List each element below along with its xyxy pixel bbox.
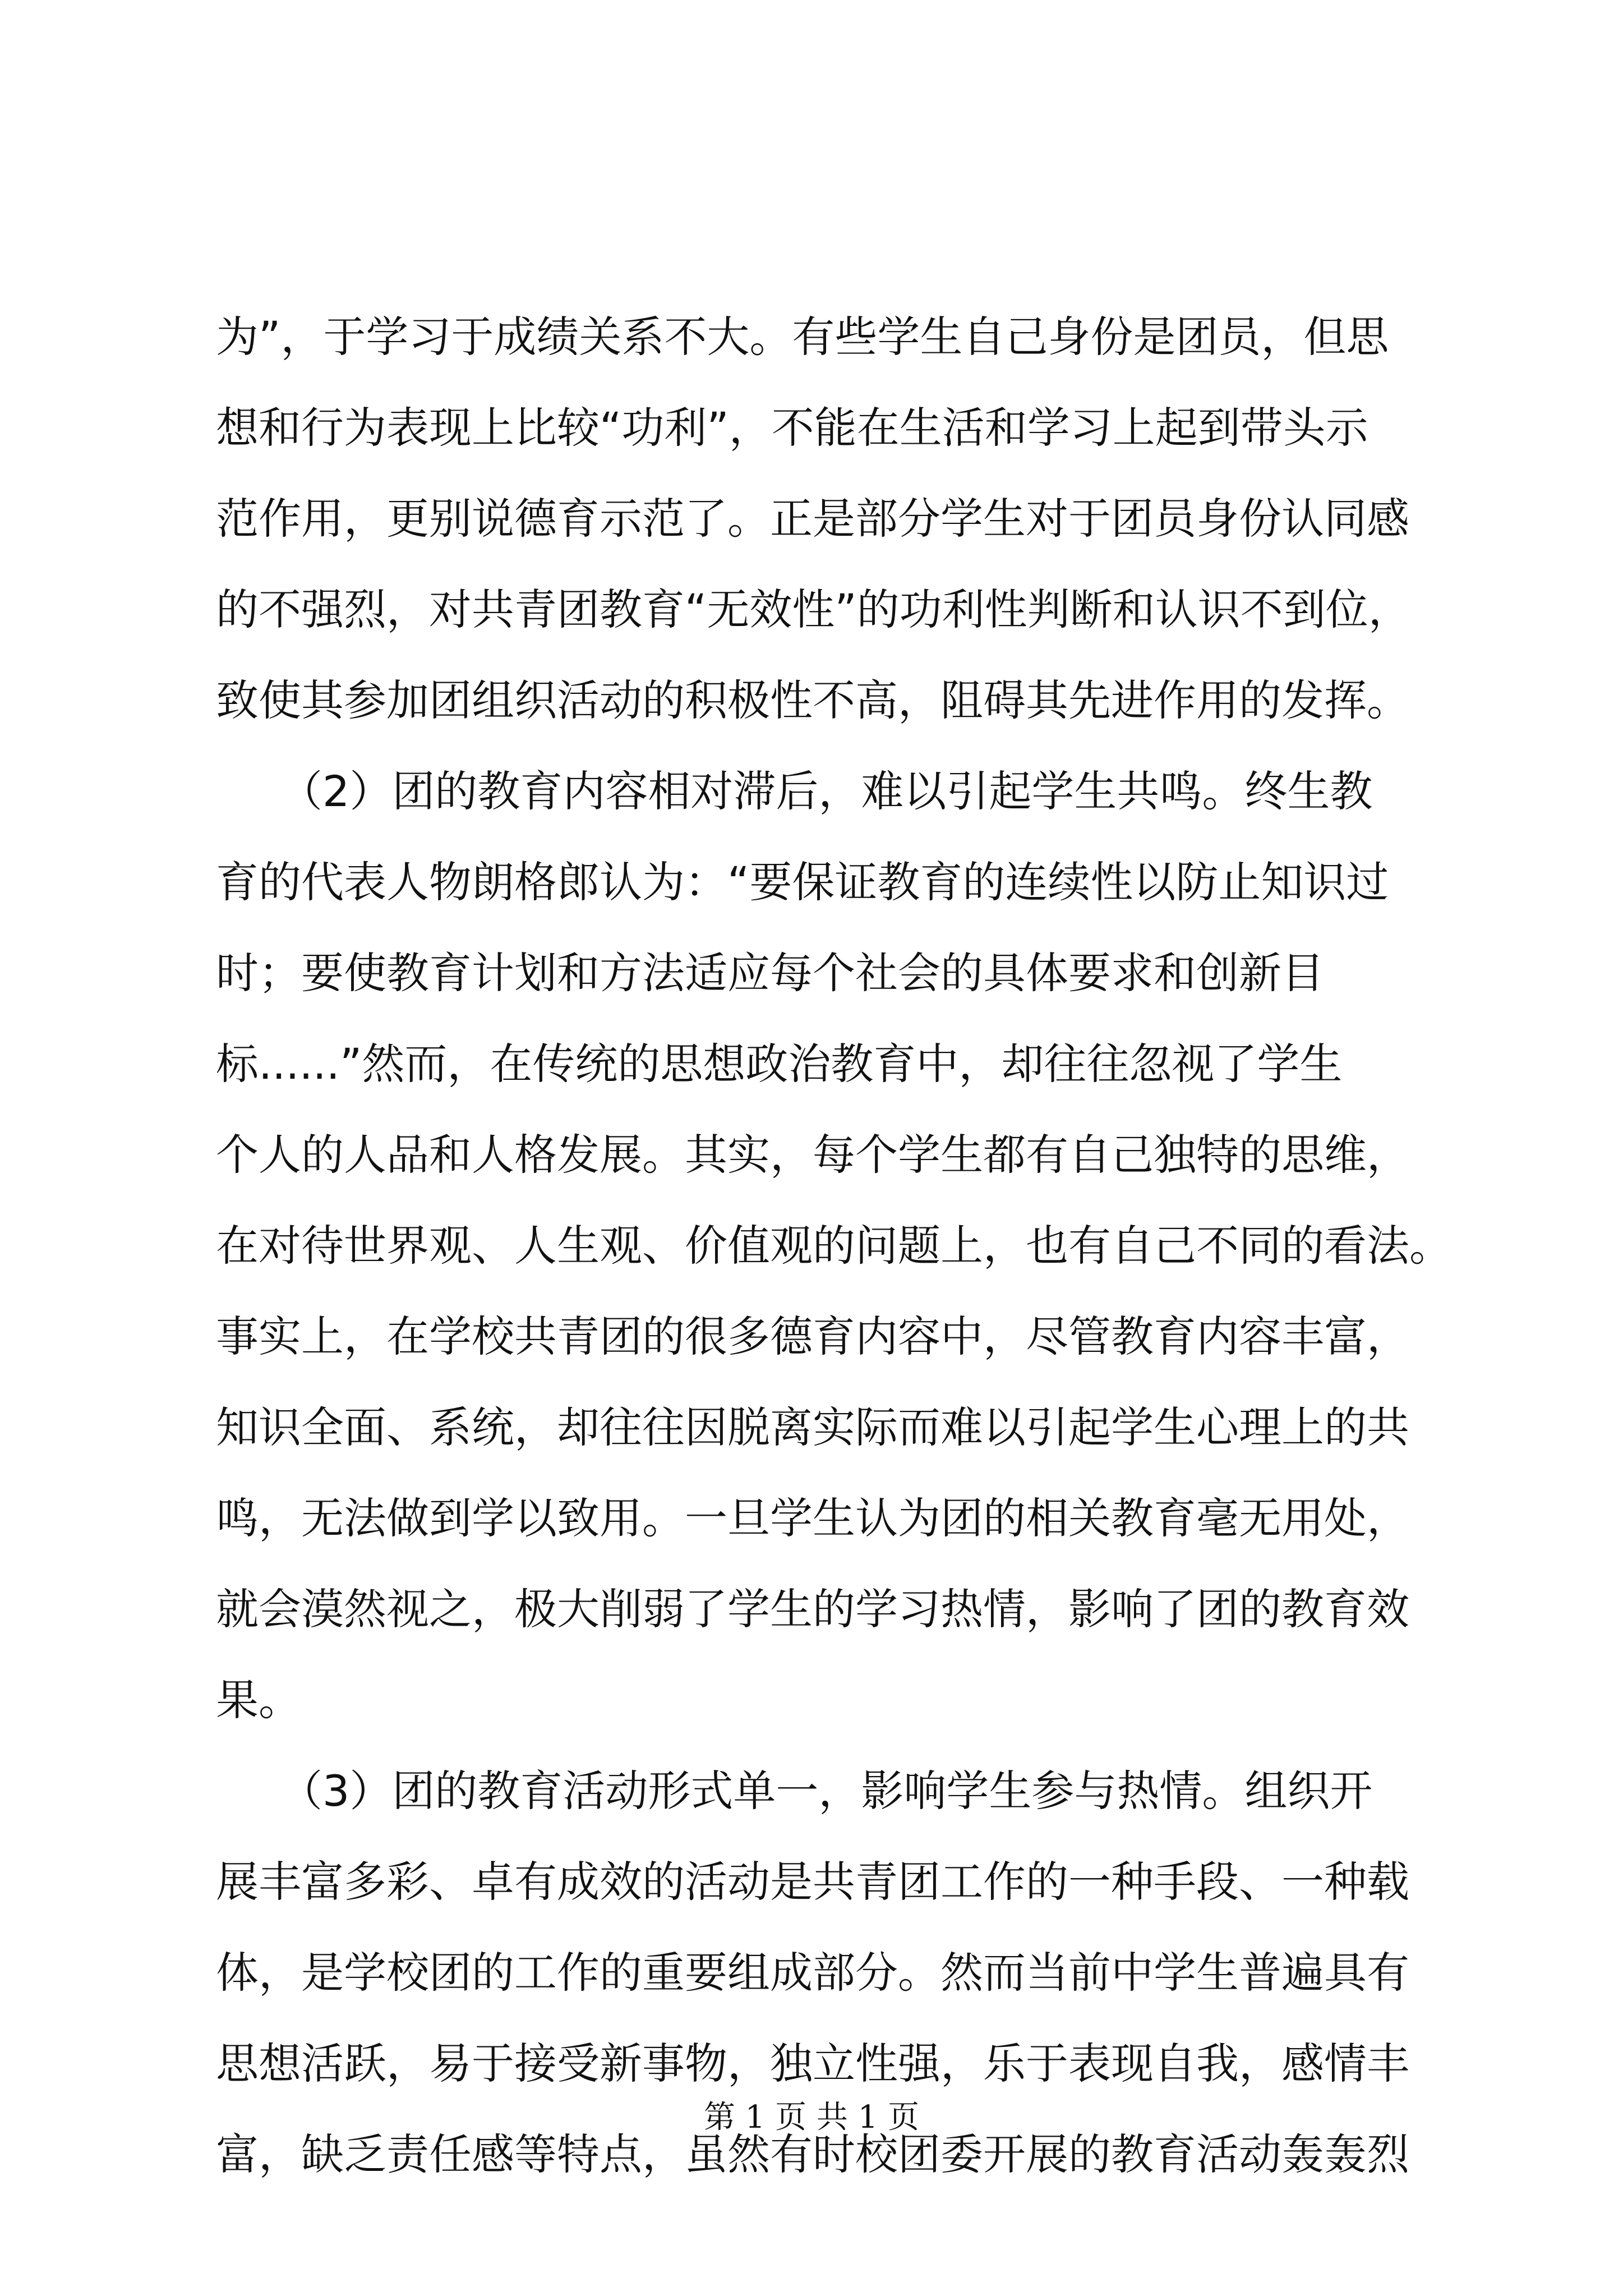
- text-line: 为”，于学习于成绩关系不大。有些学生自己身份是团员，但思: [216, 312, 1389, 362]
- text-line: 在对待世界观、人生观、价值观的问题上，也有自己不同的看法。: [216, 1221, 1452, 1271]
- text-line: 育的代表人物朗格郎认为：“要保证教育的连续性以防止知识过: [216, 857, 1389, 907]
- text-line: 体，是学校团的工作的重要组成部分。然而当前中学生普遍具有: [216, 1948, 1409, 1998]
- text-line: 标......”然而，在传统的思想政治教育中，却往往忽视了学生: [216, 1039, 1343, 1089]
- text-line: （3）团的教育活动形式单一，影响学生参与热情。组织开: [216, 1766, 1373, 1816]
- text-line: 就会漠然视之，极大削弱了学生的学习热情，影响了团的教育效: [216, 1584, 1409, 1634]
- text-line: 想和行为表现上比较“功利”，不能在生活和学习上起到带头示: [216, 403, 1368, 453]
- text-line: 事实上，在学校共青团的很多德育内容中，尽管教育内容丰富，: [216, 1312, 1409, 1361]
- text-line: 致使其参加团组织活动的积极性不高，阻碍其先进作用的发挥。: [216, 675, 1409, 725]
- page-number-footer: 第 1 页 共 1 页: [703, 2099, 920, 2136]
- text-line: （2）团的教育内容相对滞后，难以引起学生共鸣。终生教: [216, 766, 1373, 816]
- body-text: [216, 292, 1452, 2200]
- text-line: 富，缺乏责任感等特点，虽然有时校团委开展的教育活动轰轰烈: [216, 2129, 1409, 2179]
- text-line: 思想活跃，易于接受新事物，独立性强，乐于表现自我，感情丰: [216, 2039, 1409, 2088]
- text-line: 的不强烈，对共青团教育“无效性”的功利性判断和认识不到位，: [216, 585, 1411, 634]
- text-line: 鸣，无法做到学以致用。一旦学生认为团的相关教育毫无用处，: [216, 1493, 1409, 1543]
- text-line: 个人的人品和人格发展。其实，每个学生都有自己独特的思维，: [216, 1130, 1409, 1180]
- text-line: 范作用，更别说德育示范了。正是部分学生对于团员身份认同感: [216, 494, 1409, 544]
- text-line: 果。: [216, 1675, 301, 1725]
- text-line: 展丰富多彩、卓有成效的活动是共青团工作的一种手段、一种载: [216, 1857, 1409, 1907]
- text-line: 时；要使教育计划和方法适应每个社会的具体要求和创新目: [216, 948, 1324, 998]
- text-line: 知识全面、系统，却往往因脱离实际而难以引起学生心理上的共: [216, 1402, 1409, 1452]
